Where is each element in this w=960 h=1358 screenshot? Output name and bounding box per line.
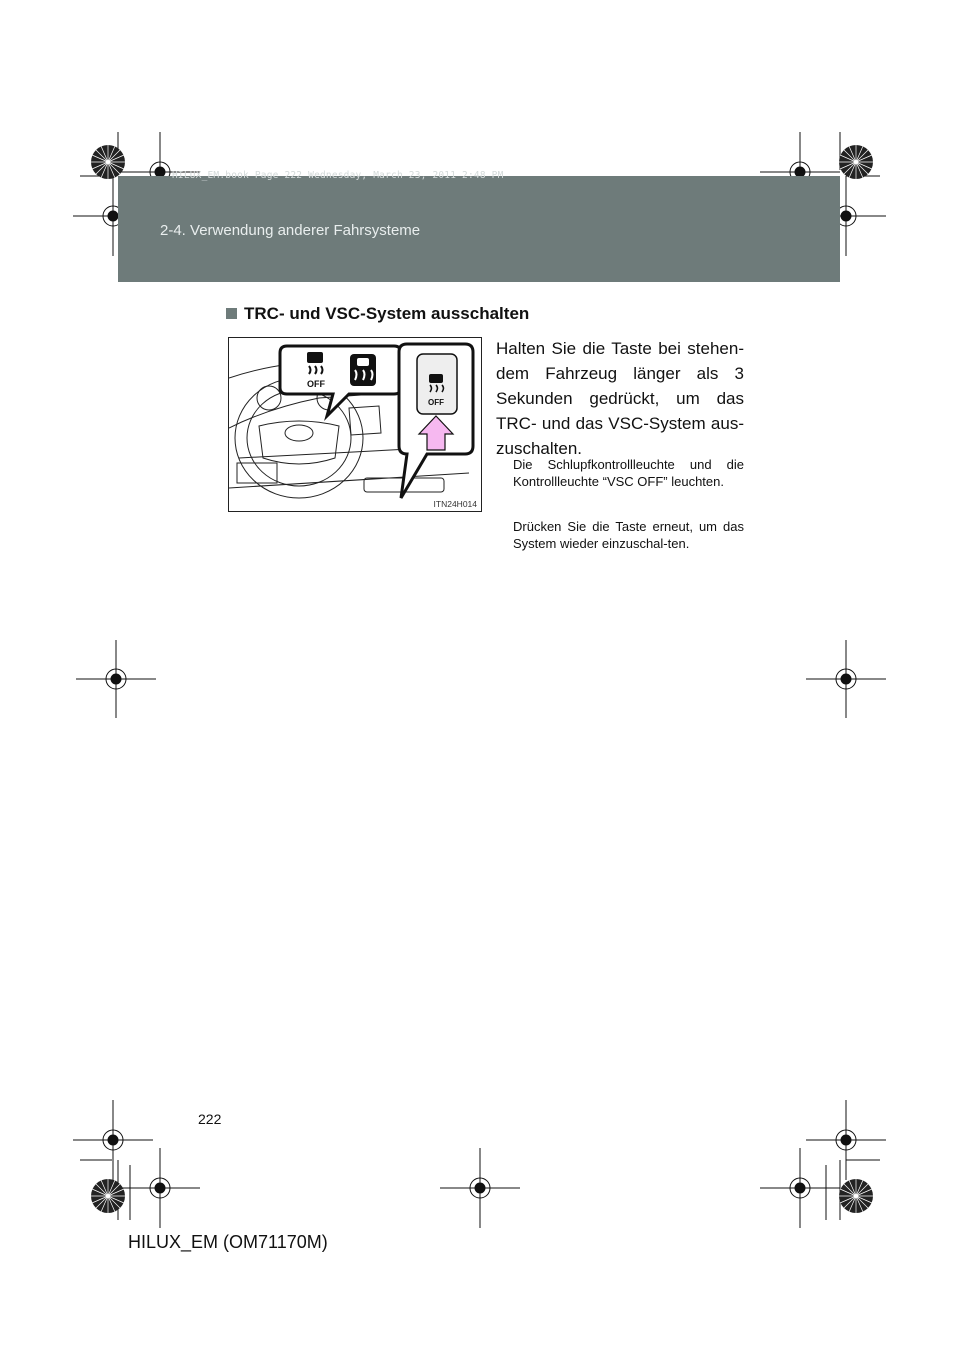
- section-title: 2-4. Verwendung anderer Fahrsysteme: [160, 222, 421, 239]
- page-number: 222: [198, 1111, 222, 1127]
- subsection-heading: [226, 304, 529, 324]
- bullet-square-icon: [226, 308, 237, 319]
- off-label-button: OFF: [428, 398, 444, 407]
- off-label-left: OFF: [307, 379, 325, 389]
- figure-code: ITN24H014: [433, 499, 477, 509]
- dashboard-illustration: [228, 337, 482, 512]
- main-paragraph: Halten Sie die Taste bei stehen-dem Fahrzeug länger als 3 Sekunden gedrückt, um das TRC- und das VSC-System aus-zuschalten.: [496, 339, 744, 458]
- heading-text: TRC- und VSC-System ausschalten: [244, 304, 530, 323]
- note-1: Die Schlupfkontrollleuchte und die Kontrollleuchte “VSC OFF” leuchten.: [513, 457, 744, 489]
- document-id: HILUX_EM (OM71170M): [128, 1232, 328, 1252]
- note-2: Drücken Sie die Taste erneut, um das System wieder einzuschal-ten.: [513, 519, 744, 551]
- slip-indicator-icon: [350, 354, 376, 386]
- slip-off-icon: [307, 352, 325, 389]
- book-info: HILUX_EM.book Page 222 Wednesday, March 23, 2011 2:48 PM: [172, 170, 504, 181]
- dashboard-drawing: [229, 338, 481, 511]
- indicator-callout: [280, 346, 401, 416]
